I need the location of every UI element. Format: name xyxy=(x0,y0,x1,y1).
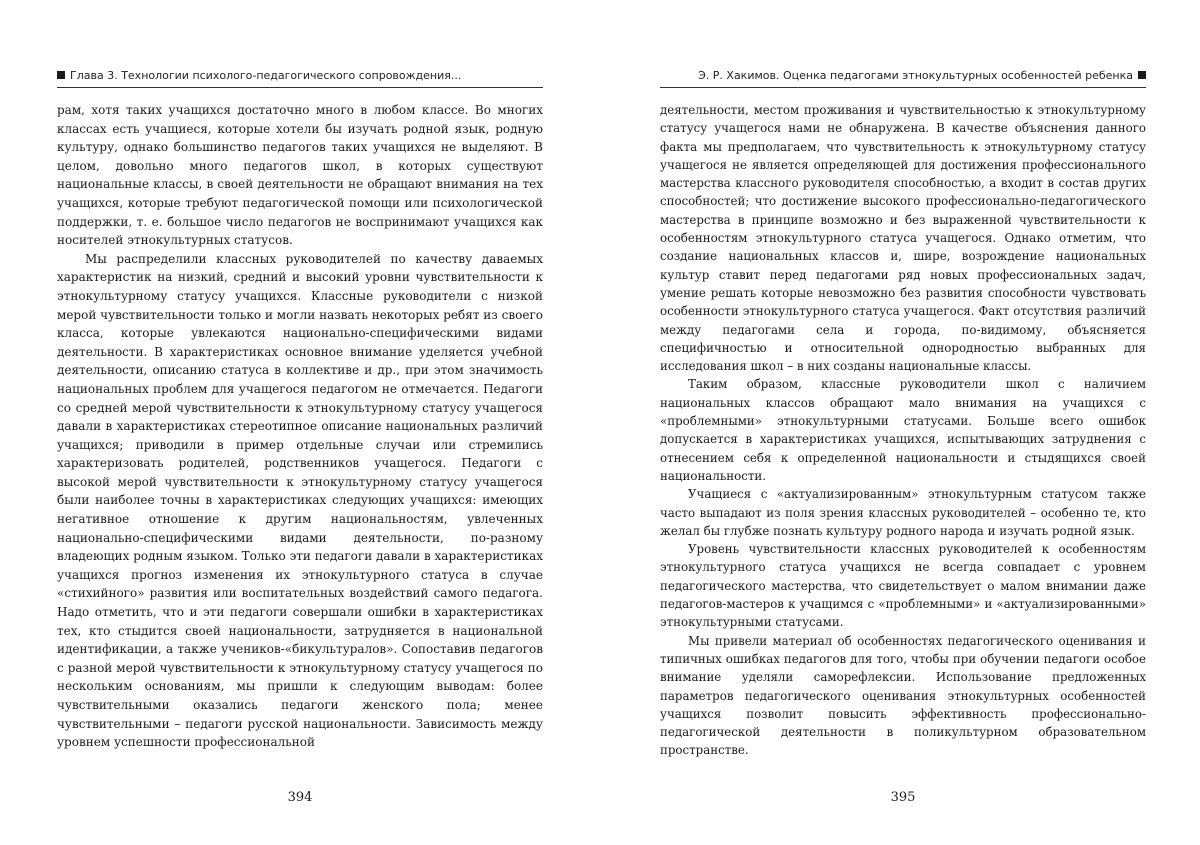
right-page xyxy=(600,0,1200,845)
right-page-body xyxy=(660,101,1146,760)
page-number-left: 394 xyxy=(287,790,313,805)
header-rule-right xyxy=(660,87,1146,88)
square-bullet-icon xyxy=(1138,71,1146,79)
page-number-right: 395 xyxy=(890,790,916,805)
paragraph: Мы распределили классных руководителей по качеству даваемых характеристик на низкий, средний и высокий уровни чувствительности к этнокультурному статусу учащихся. Классные руководители с низкой мерой чувствительности только и могли назвать некоторых ребят из своего класса, которые увлекаются национально-специфическими видами деятельности. В характеристиках основное внимание уделяется учебной деятельности, описанию статуса в коллективе и др., при этом значимость национальных проблем для учащегося педагогом не отмечается. Педагоги со средней мерой чувствительности к этнокультурному статусу учащегося давали в характеристиках стереотипное описание национальных различий учащихся; приводили в пример отдельные случаи или стремились характеризовать родителей, родственников учащегося. Педагоги с высокой мерой чувствительности к этнокультурному статусу учащегося были наиболее точны в характеристиках следующих учащихся: имеющих негативное отношение к другим национальностям, увлеченных национально-специфическими видами деятельности, по-разному владеющих родным языком. Только эти педагоги давали в характеристиках учащихся прогноз изменения их этнокультурного статуса в случае «стихийного» развития или воспитательных воздействий самого педагога. Надо отметить, что и эти педагоги совершали ошибки в характеристиках тех, кто стыдится своей национальности, затрудняется в национальной идентификации, а также учеников-«бикультуралов». Сопоставив педагогов с разной мерой чувствительности к этнокультурному статусу учащегося по нескольким основаниям, мы пришли к следующим выводам: более чувствительными оказались педагоги женского пола; менее чувствительными – педагоги русской национальности. Зависимость между уровнем успешности профессиональной xyxy=(57,251,543,750)
left-page-body xyxy=(57,101,543,752)
square-bullet-icon xyxy=(57,71,65,79)
paragraph: Уровень чувствительности классных руководителей к особенностям этнокультурного статуса учащихся не всегда совпадает с уровнем педагогического мастерства, что свидетельствует о малом внимании даже педагогов-мастеров к учащимся с «проблемными» и «актуализированными» этнокультурными статусами. xyxy=(660,542,1146,630)
paragraph: деятельности, местом проживания и чувствительностью к этнокультурному статусу учащегося нами не обнаружена. В качестве объяснения данного факта мы предполагаем, что чувствительность к этнокультурному статусу учащегося не является определяющей для достижения профессионального мастерства классного руководителя способностью, а входит в состав других способностей; что достижение высокого профессионально-педагогического мастерства в принципе возможно и без выраженной чувствительности к особенностям этнокультурного статуса учащегося. Однако отметим, что создание национальных классов и, шире, возрождение национальных культур ставит перед педагогами ряд новых профессиональных задач, умение решать которые невозможно без развития способности чувствовать особенности этнокультурного статуса учащегося. Факт отсутствия различий между педагогами села и города, по-видимому, объясняется специфичностью и относительной однородностью выбранных для исследования школ – в них созданы национальные классы. xyxy=(660,103,1146,374)
paragraph: Учащиеся с «актуализированным» этнокультурным статусом также часто выпадают из поля зрения классных руководителей – особенно те, кто желал бы глубже познать культуру родного народа и изучать родной язык. xyxy=(660,487,1146,538)
running-head-right xyxy=(660,69,1146,83)
paragraph: Таким образом, классные руководители школ с наличием национальных классов обращают мало внимания на учащихся с «проблемными» этнокультурными статусами. Больше всего ошибок допускается в характеристиках учащихся, испытывающих затруднения с отнесением себя к определенной национальности и стыдящихся своей национальности. xyxy=(660,377,1146,483)
paragraph: рам, хотя таких учащихся достаточно много в любом классе. Во многих классах есть учащиеся, которые хотели бы изучать родной язык, родную культуру, однако большинство педагогов таких учащихся не выделяют. В целом, довольно много педагогов школ, в которых существуют национальные классы, в своей деятельности не обращают внимания на тех учащихся, которые требуют педагогической помощи или психологической поддержки, т. е. большое число педагогов не воспринимают учащихся как носителей этнокультурных статусов. xyxy=(57,103,543,248)
header-rule-left xyxy=(57,87,543,88)
running-head-left xyxy=(57,69,543,83)
running-head-right-text: Э. Р. Хакимов. Оценка педагогами этнокультурных особенностей ребенка xyxy=(698,69,1133,82)
running-head-left-text: Глава 3. Технологии психолого-педагогического сопровождения... xyxy=(70,69,462,82)
paragraph: Мы привели материал об особенностях педагогического оценивания и типичных ошибках педагогов для того, чтобы при обучении педагоги особое внимание уделяли саморефлексии. Использование предложенных параметров педагогического оценивания этнокультурных особенностей учащихся позволит повысить эффективность профессионально-педагогической деятельности в поликультурном образовательном пространстве. xyxy=(660,633,1146,758)
